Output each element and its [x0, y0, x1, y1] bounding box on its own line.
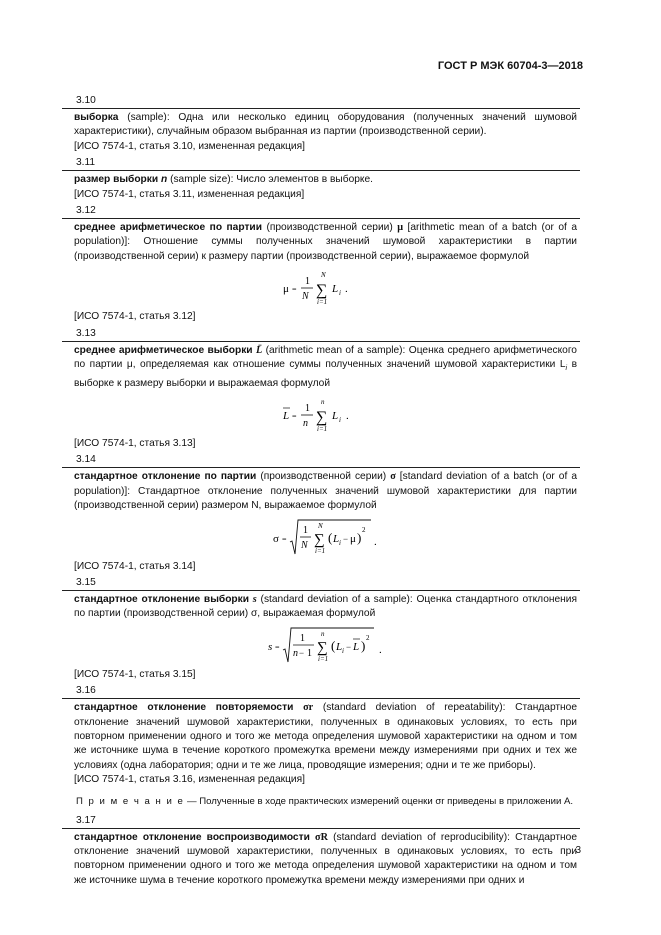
term-symbol: σ: [390, 471, 396, 483]
svg-text:∑: ∑: [313, 531, 325, 548]
svg-text:L: L: [332, 532, 339, 545]
definition-text: [arithmetic mean of a batch (or of a population)]: Отношение суммы полученных значений шумовой характеристики в партии (производственной серии) к размеру партии (производственной серии), выражаемое формулой: [74, 222, 578, 262]
svg-text:1: 1: [304, 402, 310, 414]
svg-text:∑: ∑: [315, 282, 327, 300]
term-symbol: L̄: [255, 344, 263, 356]
term-symbol: σr: [303, 702, 314, 714]
svg-text:i=1: i=1: [314, 546, 325, 555]
section-number: 3.16: [76, 685, 96, 697]
svg-text:s: s: [267, 640, 272, 653]
svg-text:1: 1: [299, 632, 305, 644]
svg-text:(: (: [330, 637, 335, 653]
definition-box: [62, 828, 580, 890]
svg-text:1: 1: [306, 647, 312, 659]
svg-text:): ): [356, 529, 361, 545]
term-symbol: s: [252, 593, 257, 605]
term: размер выборки: [74, 174, 159, 186]
definition-text: [standard deviation of a batch (or of a population)]: Стандартное отклонение полученных значений шумовой характеристики для партии (производственной серии) размером N, выражаемое формулой: [74, 471, 577, 512]
note-label: П р и м е ч а н и е: [76, 795, 185, 807]
svg-text:=: =: [274, 642, 280, 652]
source-reference: [ИСО 7574-1, статья 3.13]: [74, 437, 196, 449]
svg-text:2: 2: [361, 525, 365, 534]
svg-text:=: =: [291, 411, 297, 421]
definition-box: [62, 698, 580, 788]
svg-text:L: L: [282, 409, 289, 422]
section-number: 3.11: [76, 157, 96, 169]
svg-text:∑: ∑: [315, 408, 327, 426]
svg-text:i=1: i=1: [316, 298, 327, 307]
formula-sd-batch: [74, 518, 577, 558]
svg-text:.: .: [344, 283, 348, 296]
definition-box: [62, 170, 580, 203]
term: стандартное отклонение воспроизводимости: [74, 831, 310, 843]
svg-text:μ: μ: [349, 532, 356, 545]
svg-text:1: 1: [304, 276, 310, 288]
term: стандартное отклонение по партии: [74, 471, 257, 483]
svg-text:=: =: [291, 285, 297, 295]
svg-text:σ: σ: [272, 532, 279, 545]
definition-text-tail: в выборке к размеру выборки и выражаемая формулой: [74, 359, 577, 389]
svg-text:): ): [360, 637, 365, 653]
formula-mean-sample: [74, 395, 577, 435]
svg-text:−: −: [298, 647, 304, 658]
term: выборка: [74, 112, 119, 123]
svg-text:∑: ∑: [316, 639, 328, 656]
definition-box: [62, 108, 580, 155]
formula-mean-batch: [74, 268, 577, 308]
definitions-list: [62, 93, 580, 889]
svg-text:.: .: [345, 409, 349, 422]
term: стандартное отклонение повторяемости: [74, 702, 294, 714]
definition-text: (standard deviation of a sample): Оценка стандартного отклонения по партии (производственной серии) σ, выражаемая формулой: [74, 593, 577, 620]
svg-text:N: N: [320, 271, 326, 280]
svg-text:=: =: [281, 534, 287, 544]
svg-text:2: 2: [365, 633, 369, 642]
svg-text:n: n: [320, 397, 324, 406]
note: [62, 795, 580, 809]
definition-box: стандартное отклонение по партии (производственной серии) σ [standard deviation of a batch (or of a population)]: Стандартное отклонение полученных значений шумовой характеристики для партии (производственной серии) размером N, выражаемое формулой σ = 1 N N ∑ i=1 ( L i − μ ) 2 . [ИСО 7574-1, статья 3.14]: [62, 467, 580, 575]
term-symbol: μ: [397, 222, 404, 234]
svg-text:i: i: [338, 289, 341, 298]
note-text: — Полученные в ходе практических измерений оценки σr приведены в приложении А.: [184, 795, 574, 807]
svg-text:i: i: [341, 646, 344, 655]
term-symbol: σR: [315, 831, 328, 843]
svg-text:i=1: i=1: [316, 424, 327, 433]
svg-text:i=1: i=1: [317, 654, 328, 663]
source-reference: [ИСО 7574-1, статья 3.14]: [74, 560, 196, 572]
term: среднее арифметическое по партии: [74, 222, 262, 234]
svg-text:1: 1: [302, 524, 308, 536]
section-number: 3.13: [76, 327, 96, 339]
svg-text:(: (: [327, 529, 332, 545]
svg-text:L: L: [331, 409, 338, 422]
svg-text:.: .: [378, 643, 382, 656]
svg-text:N: N: [317, 521, 323, 530]
svg-text:μ: μ: [282, 283, 289, 296]
svg-text:L: L: [352, 640, 359, 653]
svg-text:n: n: [302, 417, 308, 429]
definition-text: (sample size): Число элементов в выборке.: [167, 174, 373, 186]
svg-text:−: −: [345, 641, 351, 652]
definition-box: среднее арифметическое выборки L̄ (arithmetic mean of a sample): Оценка среднего арифметического по партии μ, определяемая как отношение суммы полученных значений шумовой характеристики $L_i$ в выборке к размеру выборки и выражаемая формулой L = 1 n n ∑ i=1 L i . [ИСО 7574-1, статья 3.13]: [62, 341, 580, 453]
svg-text:L: L: [331, 283, 338, 296]
section-number: 3.17: [76, 814, 96, 826]
svg-text:−: −: [342, 533, 348, 544]
document-header: ГОСТ Р МЭК 60704-3—2018: [437, 60, 583, 72]
svg-text:N: N: [300, 539, 308, 551]
term: среднее арифметическое выборки: [74, 344, 253, 356]
section-number: 3.14: [76, 454, 96, 466]
svg-text:L: L: [335, 640, 342, 653]
source-reference: [ИСО 7574-1, статья 3.10, измененная редакция]: [74, 140, 305, 152]
definition-text: (standard deviation of repeatability): Стандартное отклонение значений шумовой характеристики, полученных в одинаковых условиях, то есть при повторном применении одного и того же метода определения шумовой характеристики на одном и том же источнике шума в течение короткого промежутка времени между измерениями при одних и тех же условиях (одна лаборатория; одни и те же лица, проводящие измерения; одни и те же приборы).: [74, 702, 578, 771]
definition-text: (sample): Одна или несколько единиц оборудования (полученных значений шумовой характеристики), случайным образом выбранная из партии (производственной серии).: [74, 112, 577, 138]
source-reference: [ИСО 7574-1, статья 3.16, измененная редакция]: [74, 774, 305, 786]
svg-text:.: .: [373, 535, 377, 548]
definition-text: (standard deviation of reproducibility): Стандартное отклонение значений шумовой характеристики, полученных в одинаковых условиях, то есть при повторном применении одного и того же метода определения шумовой характеристики на одном и том же источнике шума в течение короткого промежутка времени между измерениями при одних и: [74, 831, 577, 886]
svg-text:i: i: [338, 538, 341, 547]
source-reference: [ИСО 7574-1, статья 3.15]: [74, 668, 196, 680]
section-number: 3.12: [76, 205, 96, 217]
svg-text:i: i: [338, 415, 341, 424]
definition-text: (arithmetic mean of a sample): Оценка среднего арифметического по партии μ, определяемая как отношение суммы полученных значений шумовой характеристики L: [74, 344, 577, 371]
source-reference: [ИСО 7574-1, статья 3.11, измененная редакция]: [74, 188, 305, 200]
definition-box: [62, 590, 580, 683]
term-symbol: n: [161, 174, 168, 186]
svg-text:N: N: [301, 291, 309, 303]
term: стандартное отклонение выборки: [74, 593, 249, 605]
svg-text:n: n: [292, 647, 298, 659]
page-number: 3: [575, 845, 581, 856]
svg-text:n: n: [320, 629, 324, 638]
section-number: 3.15: [76, 576, 96, 588]
source-reference: [ИСО 7574-1, статья 3.12]: [74, 311, 196, 323]
section-number: 3.10: [76, 95, 96, 106]
definition-box: среднее арифметическое по партии (производственной серии) μ [arithmetic mean of a batch (or of a population)]: Отношение суммы полученных значений шумовой характеристики в партии (производственной серии) к размеру партии (производственной серии), выражаемое формулой μ = 1 N N ∑ i=1 L i . [ИСО 7574-1, статья 3.12]: [62, 218, 580, 326]
formula-sd-sample: [74, 626, 577, 666]
